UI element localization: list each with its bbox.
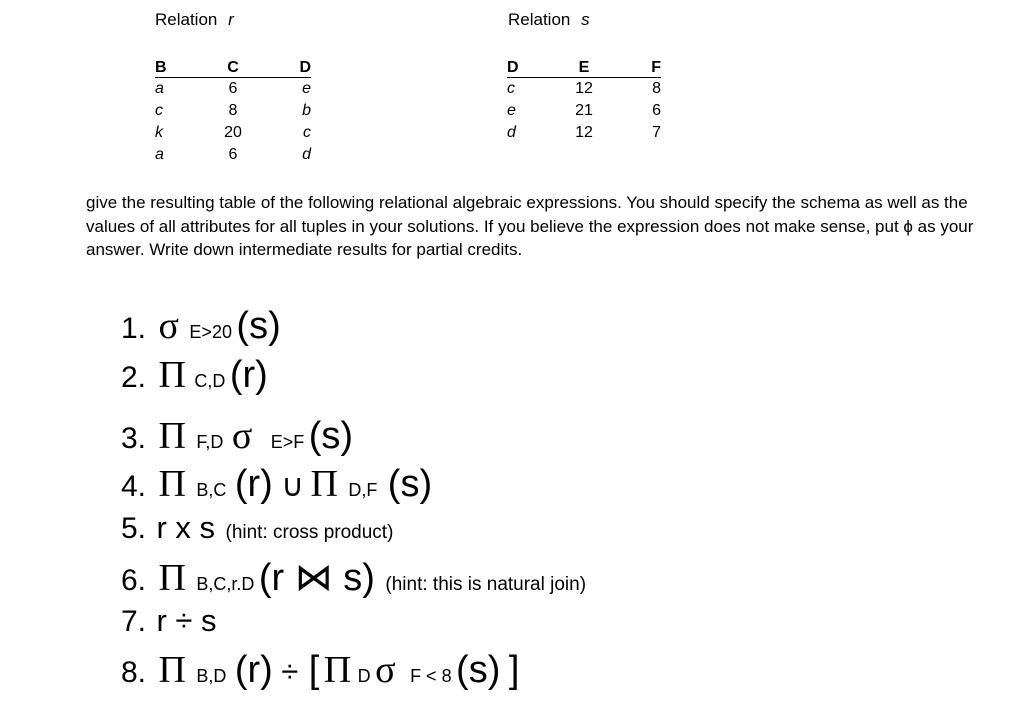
- selection-operator: σ: [231, 415, 253, 457]
- question-4: [121, 462, 432, 506]
- relation-r-title: [155, 10, 234, 30]
- question-number: 1.: [121, 312, 147, 345]
- question-6: [121, 555, 586, 600]
- relation-s-header-e: E: [558, 59, 610, 78]
- question-7: [121, 603, 217, 639]
- question-number: 6.: [121, 564, 147, 597]
- relation-s-table: [507, 59, 661, 144]
- projection-attributes: F,D: [196, 432, 224, 452]
- union-operator: ∪: [281, 468, 304, 503]
- table-cell: 12: [575, 124, 593, 141]
- question-number: 3.: [121, 422, 147, 455]
- table-cell: 7: [652, 124, 661, 141]
- projection-attributes: B,D: [196, 666, 227, 686]
- projection-operator: Π: [158, 415, 186, 457]
- relation-r-header-b: B: [155, 59, 207, 78]
- relation-operand: (s): [308, 415, 354, 457]
- projection-operator: Π: [158, 354, 186, 396]
- table-cell: b: [302, 102, 311, 119]
- table-row: [507, 122, 661, 144]
- hint-text: (hint: cross product): [225, 522, 394, 543]
- relation-s-title: [508, 10, 590, 30]
- selection-operator: σ: [375, 649, 396, 691]
- table-row: [507, 78, 661, 101]
- selection-condition: E>F: [270, 432, 305, 452]
- table-cell: 6: [228, 146, 238, 163]
- table-cell: c: [507, 80, 515, 97]
- projection-operator: Π: [323, 649, 352, 691]
- table-cell: 12: [575, 80, 593, 97]
- relation-operand: (r): [234, 649, 273, 691]
- selection-condition: E>20: [189, 322, 232, 342]
- division-operator: ÷: [281, 654, 299, 689]
- projection-operator: Π: [158, 463, 186, 505]
- table-row: [155, 78, 311, 101]
- projection-operator: Π: [158, 557, 186, 599]
- division-expression: r ÷ s: [156, 603, 217, 638]
- projection-operator: Π: [158, 649, 186, 691]
- table-cell: 6: [652, 102, 661, 119]
- relation-r-title-text: Relation: [155, 10, 218, 29]
- relation-operand: (r): [234, 463, 273, 505]
- table-cell: c: [155, 102, 163, 119]
- relation-r-header-d: D: [259, 59, 311, 78]
- table-cell: d: [302, 146, 311, 163]
- table-row: [155, 100, 311, 122]
- question-number: 4.: [121, 470, 147, 503]
- projection-attributes: B,C,r.D: [196, 574, 255, 594]
- table-cell: a: [155, 80, 164, 97]
- table-row: [155, 144, 311, 166]
- relation-s-var: s: [581, 10, 590, 29]
- right-bracket: ]: [508, 649, 520, 691]
- natural-join-expression: (r ⋈ s): [258, 557, 375, 599]
- question-5: [121, 510, 393, 546]
- table-cell: 8: [228, 102, 238, 119]
- table-cell: a: [155, 146, 164, 163]
- relation-operand: (s): [387, 463, 433, 505]
- hint-text: (hint: this is natural join): [385, 574, 587, 595]
- selection-condition: F < 8: [410, 666, 452, 686]
- question-number: 8.: [121, 656, 147, 689]
- relation-r-header-c: C: [207, 59, 259, 78]
- relation-s-header-row: [507, 59, 661, 78]
- projection-operator: Π: [310, 463, 338, 505]
- relation-s-header-d: D: [507, 59, 558, 78]
- relation-r-table: [155, 59, 311, 166]
- relation-r-header-row: [155, 59, 311, 78]
- relation-r-var: r: [228, 10, 234, 29]
- table-row: [155, 122, 311, 144]
- projection-attributes: B,C: [196, 480, 227, 500]
- relation-s-header-f: F: [610, 59, 661, 78]
- table-cell: 21: [575, 102, 593, 119]
- table-cell: e: [507, 102, 516, 119]
- question-number: 5.: [121, 512, 147, 545]
- table-cell: 20: [224, 124, 242, 141]
- selection-operator: σ: [158, 305, 179, 347]
- relation-operand: (s): [456, 649, 501, 691]
- table-cell: e: [302, 80, 311, 97]
- table-cell: 6: [228, 80, 238, 97]
- relation-operand: (s): [236, 305, 281, 347]
- table-cell: d: [507, 124, 516, 141]
- question-8: [121, 648, 519, 692]
- question-number: 7.: [121, 605, 147, 638]
- projection-attributes: C,D: [194, 371, 226, 391]
- question-2: [121, 353, 268, 397]
- question-3: [121, 414, 353, 458]
- question-number: 2.: [121, 361, 147, 394]
- table-cell: k: [155, 124, 163, 141]
- cross-product-expression: r x s: [156, 510, 216, 545]
- table-cell: c: [303, 124, 311, 141]
- projection-attributes: D: [357, 666, 371, 686]
- table-row: [507, 100, 661, 122]
- instructions-text: give the resulting table of the following relational algebraic expressions. You should specify the schema as well as the values of all attributes for all tuples in your solutions. If you believe the expression does not make sense, put ϕ as your answer. Write down intermediate results for partial credits.: [86, 193, 974, 259]
- question-1: [121, 304, 281, 348]
- projection-attributes: D,F: [348, 480, 378, 500]
- left-bracket: [: [308, 649, 320, 691]
- relation-s-title-text: Relation: [508, 10, 571, 29]
- table-cell: 8: [652, 80, 661, 97]
- relation-operand: (r): [229, 354, 268, 396]
